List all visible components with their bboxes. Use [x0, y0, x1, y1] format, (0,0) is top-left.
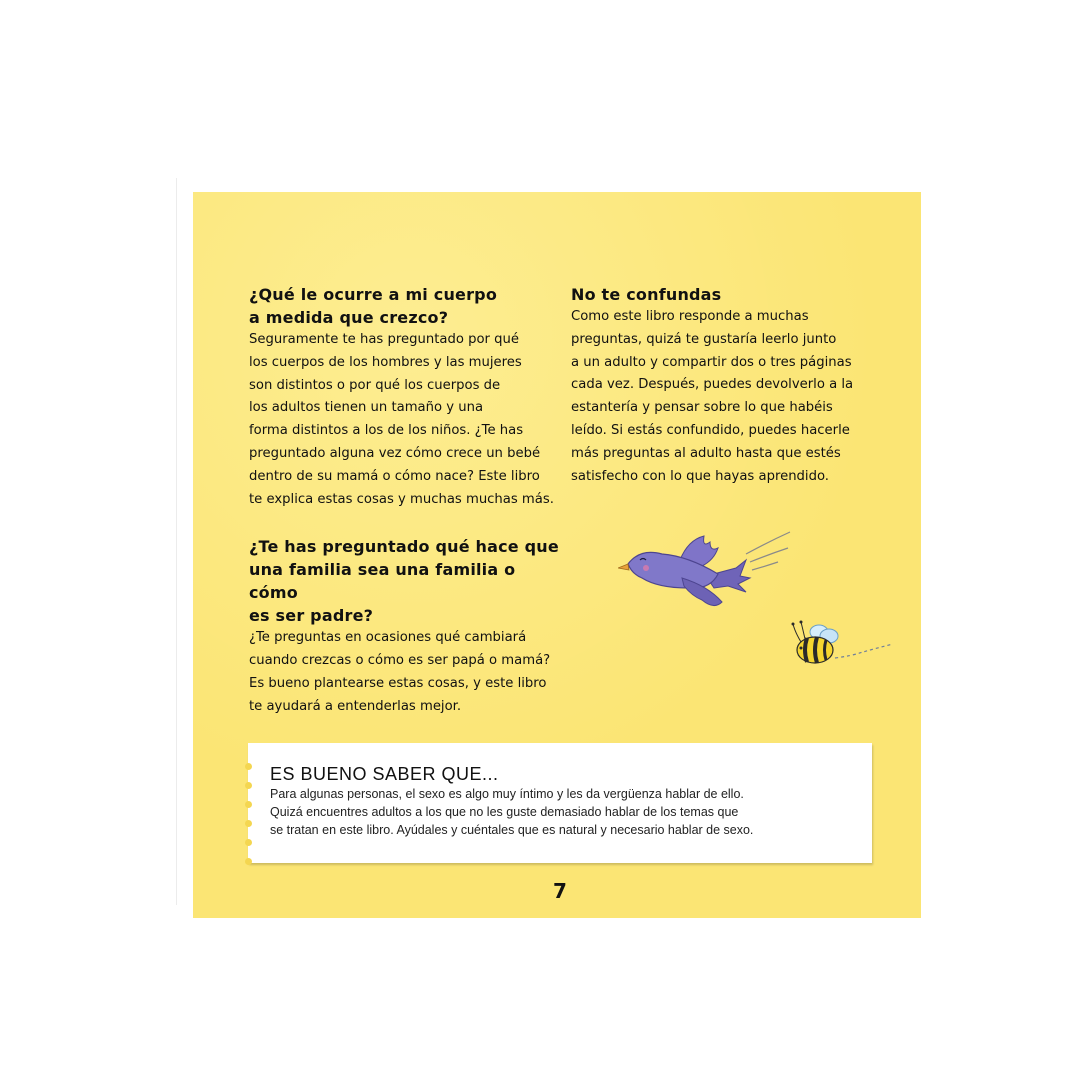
note-title: ES BUENO SABER QUE...	[270, 764, 499, 784]
section-heading-body-changes: ¿Qué le ocurre a mi cuerpo a medida que crezco?	[249, 285, 498, 327]
section-body-body-changes: Seguramente te has preguntado por qué los cuerpos de los hombres y las mujeres son distintos o por qué los cuerpos de los adultos tienen un tamaño y una forma distintos a los de los niños. ¿Te has preguntado alguna vez cómo crece un bebé dentro de su mamá o cómo nace? Este libro te explica estas cosas y muchas muchas más.	[249, 332, 554, 507]
bee-illustration	[791, 620, 897, 672]
page-edge-line	[176, 178, 177, 905]
right-column	[571, 283, 871, 488]
info-note-card	[248, 743, 872, 863]
section-heading-no-confusion: No te confundas	[571, 285, 722, 304]
left-column	[249, 283, 559, 719]
note-punch-holes	[245, 763, 252, 877]
page-number: 7	[553, 879, 567, 903]
section-heading-family: ¿Te has preguntado qué hace que una familia sea una familia o cómo es ser padre?	[249, 537, 559, 626]
note-text: Para algunas personas, el sexo es algo muy íntimo y les da vergüenza hablar de ello. Quizá encuentres adultos a los que no les guste demasiado hablar de los temas que se tratan en este libro. Ayúdales y cuéntales que es natural y necesario hablar de sexo.	[270, 787, 754, 837]
section-body-family: ¿Te preguntas en ocasiones qué cambiará cuando crezcas o cómo es ser papá o mamá? Es bueno plantearse estas cosas, y este libro te ayudará a entenderlas mejor.	[249, 630, 551, 714]
section-body-no-confusion: Como este libro responde a muchas preguntas, quizá te gustaría leerlo junto a un adulto y compartir dos o tres páginas cada vez. Después, puedes devolverlo a la estantería y pensar sobre lo que habéis leído. Si estás confundido, puedes hacerle más preguntas al adulto hasta que estés satisfecho con lo que hayas aprendido.	[571, 309, 854, 484]
bird-illustration	[618, 526, 798, 612]
